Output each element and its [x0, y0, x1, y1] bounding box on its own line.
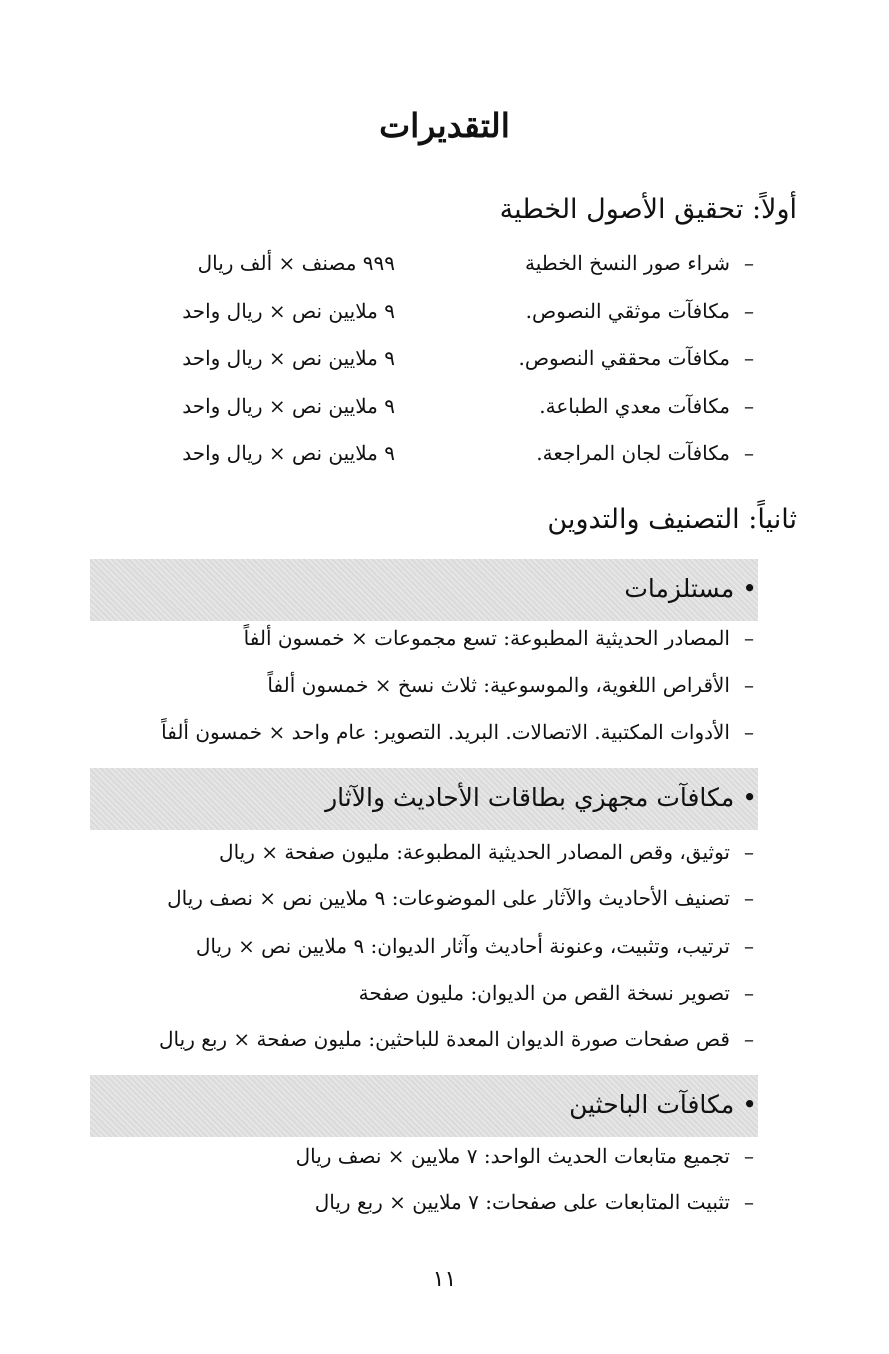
bullet-marker: •: [742, 1090, 757, 1119]
list-item: [219, 836, 754, 868]
estimate-row-item: [525, 247, 754, 279]
row-item-text: مكافآت محققي النصوص.: [518, 346, 730, 370]
dash-marker: –: [744, 981, 754, 1005]
dash-marker: –: [744, 1144, 754, 1168]
dash-marker: –: [744, 673, 754, 697]
dash-marker: –: [744, 720, 754, 744]
dash-marker: –: [744, 934, 754, 958]
row-item-text: شراء صور النسخ الخطية: [525, 251, 730, 275]
bullet-marker: •: [742, 574, 757, 603]
dash-marker: –: [744, 1027, 754, 1051]
row-estimate-text: ٩٩٩ مصنف × ألف ريال: [197, 251, 395, 275]
list-item-text: تجميع متابعات الحديث الواحد: ٧ ملايين × نصف ريال: [295, 1144, 730, 1168]
group-heading-supplies: [624, 570, 757, 608]
list-item-text: المصادر الحديثية المطبوعة: تسع مجموعات × خمسون ألفاً: [243, 626, 730, 650]
row-estimate-text: ٩ ملايين نص × ريال واحد: [182, 346, 395, 370]
list-item: [315, 1186, 754, 1218]
list-item: [296, 1140, 754, 1172]
group-heading-card-preparers: [325, 779, 757, 817]
dash-marker: –: [744, 840, 754, 864]
page-number: ١١: [432, 1267, 457, 1292]
list-item: [359, 977, 754, 1009]
dash-marker: –: [744, 251, 754, 275]
list-item-text: توثيق، وقص المصادر الحديثية المطبوعة: مليون صفحة × ريال: [219, 840, 730, 864]
dash-marker: –: [744, 1190, 754, 1214]
group-heading-text: مكافآت مجهزي بطاقات الأحاديث والآثار: [325, 783, 735, 812]
estimate-row-item: [539, 390, 754, 422]
row-item-text: مكافآت موثقي النصوص.: [525, 299, 730, 323]
list-item-text: تصوير نسخة القص من الديوان: مليون صفحة: [358, 981, 730, 1005]
section-heading-classification: ثانياً: التصنيف والتدوين: [547, 504, 797, 535]
row-item-text: مكافآت معدي الطباعة.: [539, 394, 730, 418]
list-item-text: ترتيب، وتثبيت، وعنونة أحاديث وآثار الديوان: ٩ ملايين نص × ريال: [195, 934, 730, 958]
group-heading-researchers: [569, 1086, 757, 1124]
estimate-row-item: [519, 342, 754, 374]
list-item: [244, 622, 754, 654]
dash-marker: –: [744, 886, 754, 910]
group-heading-text: مستلزمات: [624, 574, 735, 603]
list-item: [161, 716, 754, 748]
dash-marker: –: [744, 394, 754, 418]
list-item-text: الأقراص اللغوية، والموسوعية: ثلاث نسخ × خمسون ألفاً: [267, 673, 730, 697]
list-item-text: الأدوات المكتبية. الاتصالات. البريد. التصوير: عام واحد × خمسون ألفاً: [161, 720, 730, 744]
list-item-text: تثبيت المتابعات على صفحات: ٧ ملايين × ربع ريال: [314, 1190, 730, 1214]
row-estimate-text: ٩ ملايين نص × ريال واحد: [182, 299, 395, 323]
list-item: [159, 1023, 754, 1055]
dash-marker: –: [744, 299, 754, 323]
list-item: [167, 882, 754, 914]
row-estimate-text: ٩ ملايين نص × ريال واحد: [182, 441, 395, 465]
dash-marker: –: [744, 346, 754, 370]
list-item-text: قص صفحات صورة الديوان المعدة للباحثين: مليون صفحة × ربع ريال: [159, 1027, 730, 1051]
row-estimate-text: ٩ ملايين نص × ريال واحد: [182, 394, 395, 418]
list-item-text: تصنيف الأحاديث والآثار على الموضوعات: ٩ ملايين نص × نصف ريال: [167, 886, 730, 910]
dash-marker: –: [744, 626, 754, 650]
row-item-text: مكافآت لجان المراجعة.: [536, 441, 730, 465]
dash-marker: –: [744, 441, 754, 465]
estimate-row-item: [536, 437, 754, 469]
page-title: التقديرات: [379, 106, 510, 145]
estimate-row-item: [526, 295, 754, 327]
group-heading-text: مكافآت الباحثين: [569, 1090, 735, 1119]
bullet-marker: •: [742, 783, 757, 812]
list-item: [267, 669, 754, 701]
section-heading-manuscripts: أولاً: تحقيق الأصول الخطية: [499, 194, 797, 225]
list-item: [196, 930, 754, 962]
